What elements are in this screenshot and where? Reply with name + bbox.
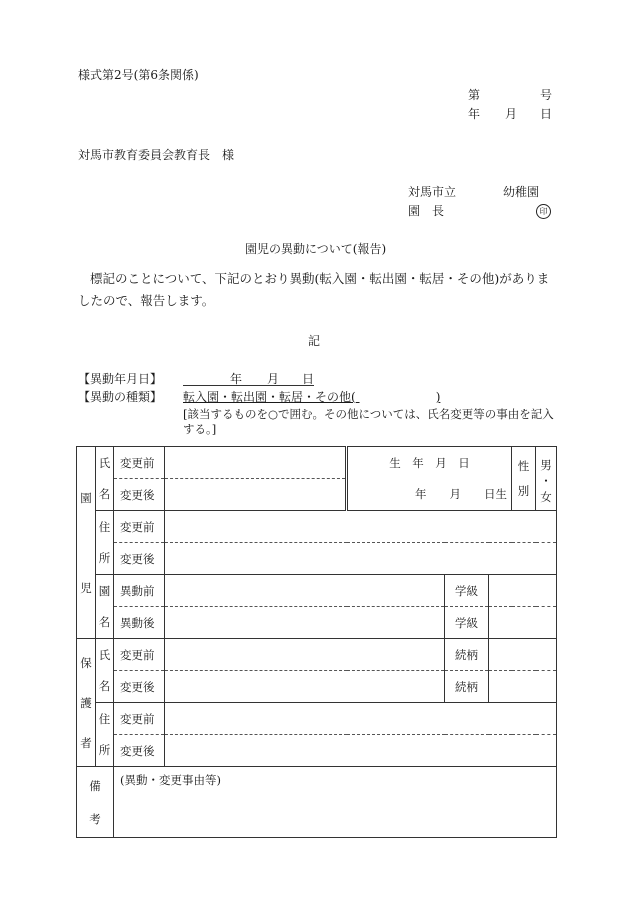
class-after-input[interactable]: [489, 607, 557, 639]
child-group-char: 児: [80, 580, 92, 595]
date-month-label: 月: [505, 107, 518, 121]
guardian-name-before-input[interactable]: [165, 639, 445, 671]
guardian-name-label-cell: 名: [96, 671, 114, 703]
sender-city: 対馬市立: [408, 185, 457, 199]
guardian-address-after-label: 変更後: [114, 735, 165, 767]
birth-label-cell: 生 年 月 日: [347, 447, 512, 479]
sex-option-female: 女: [540, 489, 552, 504]
transfer-date-field[interactable]: [183, 372, 314, 386]
transfer-type-close: ): [435, 390, 441, 404]
child-address-before-input[interactable]: [165, 511, 557, 543]
ki-label: 記: [308, 334, 321, 348]
instruction-note: [該当するものを○で囲む。その他については、氏名変更等の事由を記入する。]: [183, 407, 554, 436]
school-label-cell: 園: [96, 575, 114, 607]
guardian-name-label-cell: 氏: [96, 639, 114, 671]
relation-label: 続柄: [445, 639, 489, 671]
head-label: 園 長: [408, 204, 445, 218]
form-table: [76, 446, 557, 838]
address-label-cell: 住: [96, 511, 114, 543]
relation-before-input[interactable]: [489, 639, 557, 671]
guardian-address-after-input[interactable]: [165, 735, 557, 767]
transfer-type-label: 【異動の種類】: [78, 390, 163, 404]
guardian-address-before-input[interactable]: [165, 703, 557, 735]
guardian-group-char: 保: [80, 655, 92, 670]
seal-icon: [536, 203, 551, 219]
class-label: 学級: [445, 607, 489, 639]
addressee: 対馬市教育委員会教育長 様: [78, 148, 235, 162]
sex-label-char: 別: [517, 484, 530, 498]
school-after-input[interactable]: [165, 607, 445, 639]
remarks-label-cell: [77, 767, 114, 838]
name-label-cell: 氏: [96, 447, 114, 479]
guardian-address-before-label: 変更前: [114, 703, 165, 735]
transfer-type-field[interactable]: [183, 390, 440, 404]
child-name-after-input[interactable]: [165, 479, 347, 511]
guardian-name-before-label: 変更前: [114, 639, 165, 671]
class-before-input[interactable]: [489, 575, 557, 607]
document-title: 園児の異動について(報告): [245, 242, 387, 256]
sender-kindergarten: 幼稚園: [503, 185, 540, 199]
relation-label: 続柄: [445, 671, 489, 703]
document-number-prefix: 第: [468, 88, 481, 102]
sex-label-cell: [512, 447, 536, 511]
guardian-name-after-label: 変更後: [114, 671, 165, 703]
remarks-label-char: 備: [89, 778, 101, 793]
sex-label-char: 性: [517, 459, 530, 473]
relation-after-input[interactable]: [489, 671, 557, 703]
transfer-date-month: 月: [267, 372, 280, 386]
child-group-char: 園: [80, 490, 92, 505]
child-address-after-label: 変更後: [114, 543, 165, 575]
guardian-name-after-input[interactable]: [165, 671, 445, 703]
child-address-before-label: 変更前: [114, 511, 165, 543]
school-label-cell: 名: [96, 607, 114, 639]
name-label-cell: 名: [96, 479, 114, 511]
school-before-input[interactable]: [165, 575, 445, 607]
class-label: 学級: [445, 575, 489, 607]
remarks-input[interactable]: [114, 767, 557, 838]
transfer-date-year: 年: [230, 372, 243, 386]
body-text: 標記のことについて、下記のとおり異動(転入園・転出園・転居・その他)がありましたので、報告します。: [78, 271, 550, 308]
document-number-suffix: 号: [540, 88, 553, 102]
child-address-after-input[interactable]: [165, 543, 557, 575]
remarks-label-char: 考: [89, 811, 101, 826]
birth-date-input[interactable]: 年 月 日生: [347, 479, 512, 511]
child-group-cell: [77, 447, 96, 639]
child-name-before-input[interactable]: [165, 447, 347, 479]
guardian-group-char: 護: [80, 695, 92, 710]
date-day-label: 日: [540, 107, 553, 121]
guardian-address-label-cell: 所: [96, 735, 114, 767]
guardian-address-label-cell: 住: [96, 703, 114, 735]
remarks-hint: (異動・変更事由等): [120, 773, 221, 787]
sex-option-dot: ・: [540, 473, 552, 488]
child-name-before-label: 変更前: [114, 447, 165, 479]
sex-option-male: 男: [540, 457, 552, 472]
transfer-date-label: 【異動年月日】: [78, 372, 163, 386]
form-number: 様式第2号(第6条関係): [78, 68, 199, 82]
transfer-type-options: 転入園・転出園・転居・その他(: [183, 390, 356, 404]
school-before-label: 異動前: [114, 575, 165, 607]
school-after-label: 異動後: [114, 607, 165, 639]
child-name-after-label: 変更後: [114, 479, 165, 511]
transfer-date-day: 日: [302, 372, 315, 386]
guardian-group-char: 者: [80, 735, 92, 750]
guardian-group-cell: [77, 639, 96, 767]
seal-mark: 印: [536, 204, 551, 219]
sex-options-cell[interactable]: [536, 447, 557, 511]
date-year-label: 年: [468, 107, 481, 121]
address-label-cell: 所: [96, 543, 114, 575]
